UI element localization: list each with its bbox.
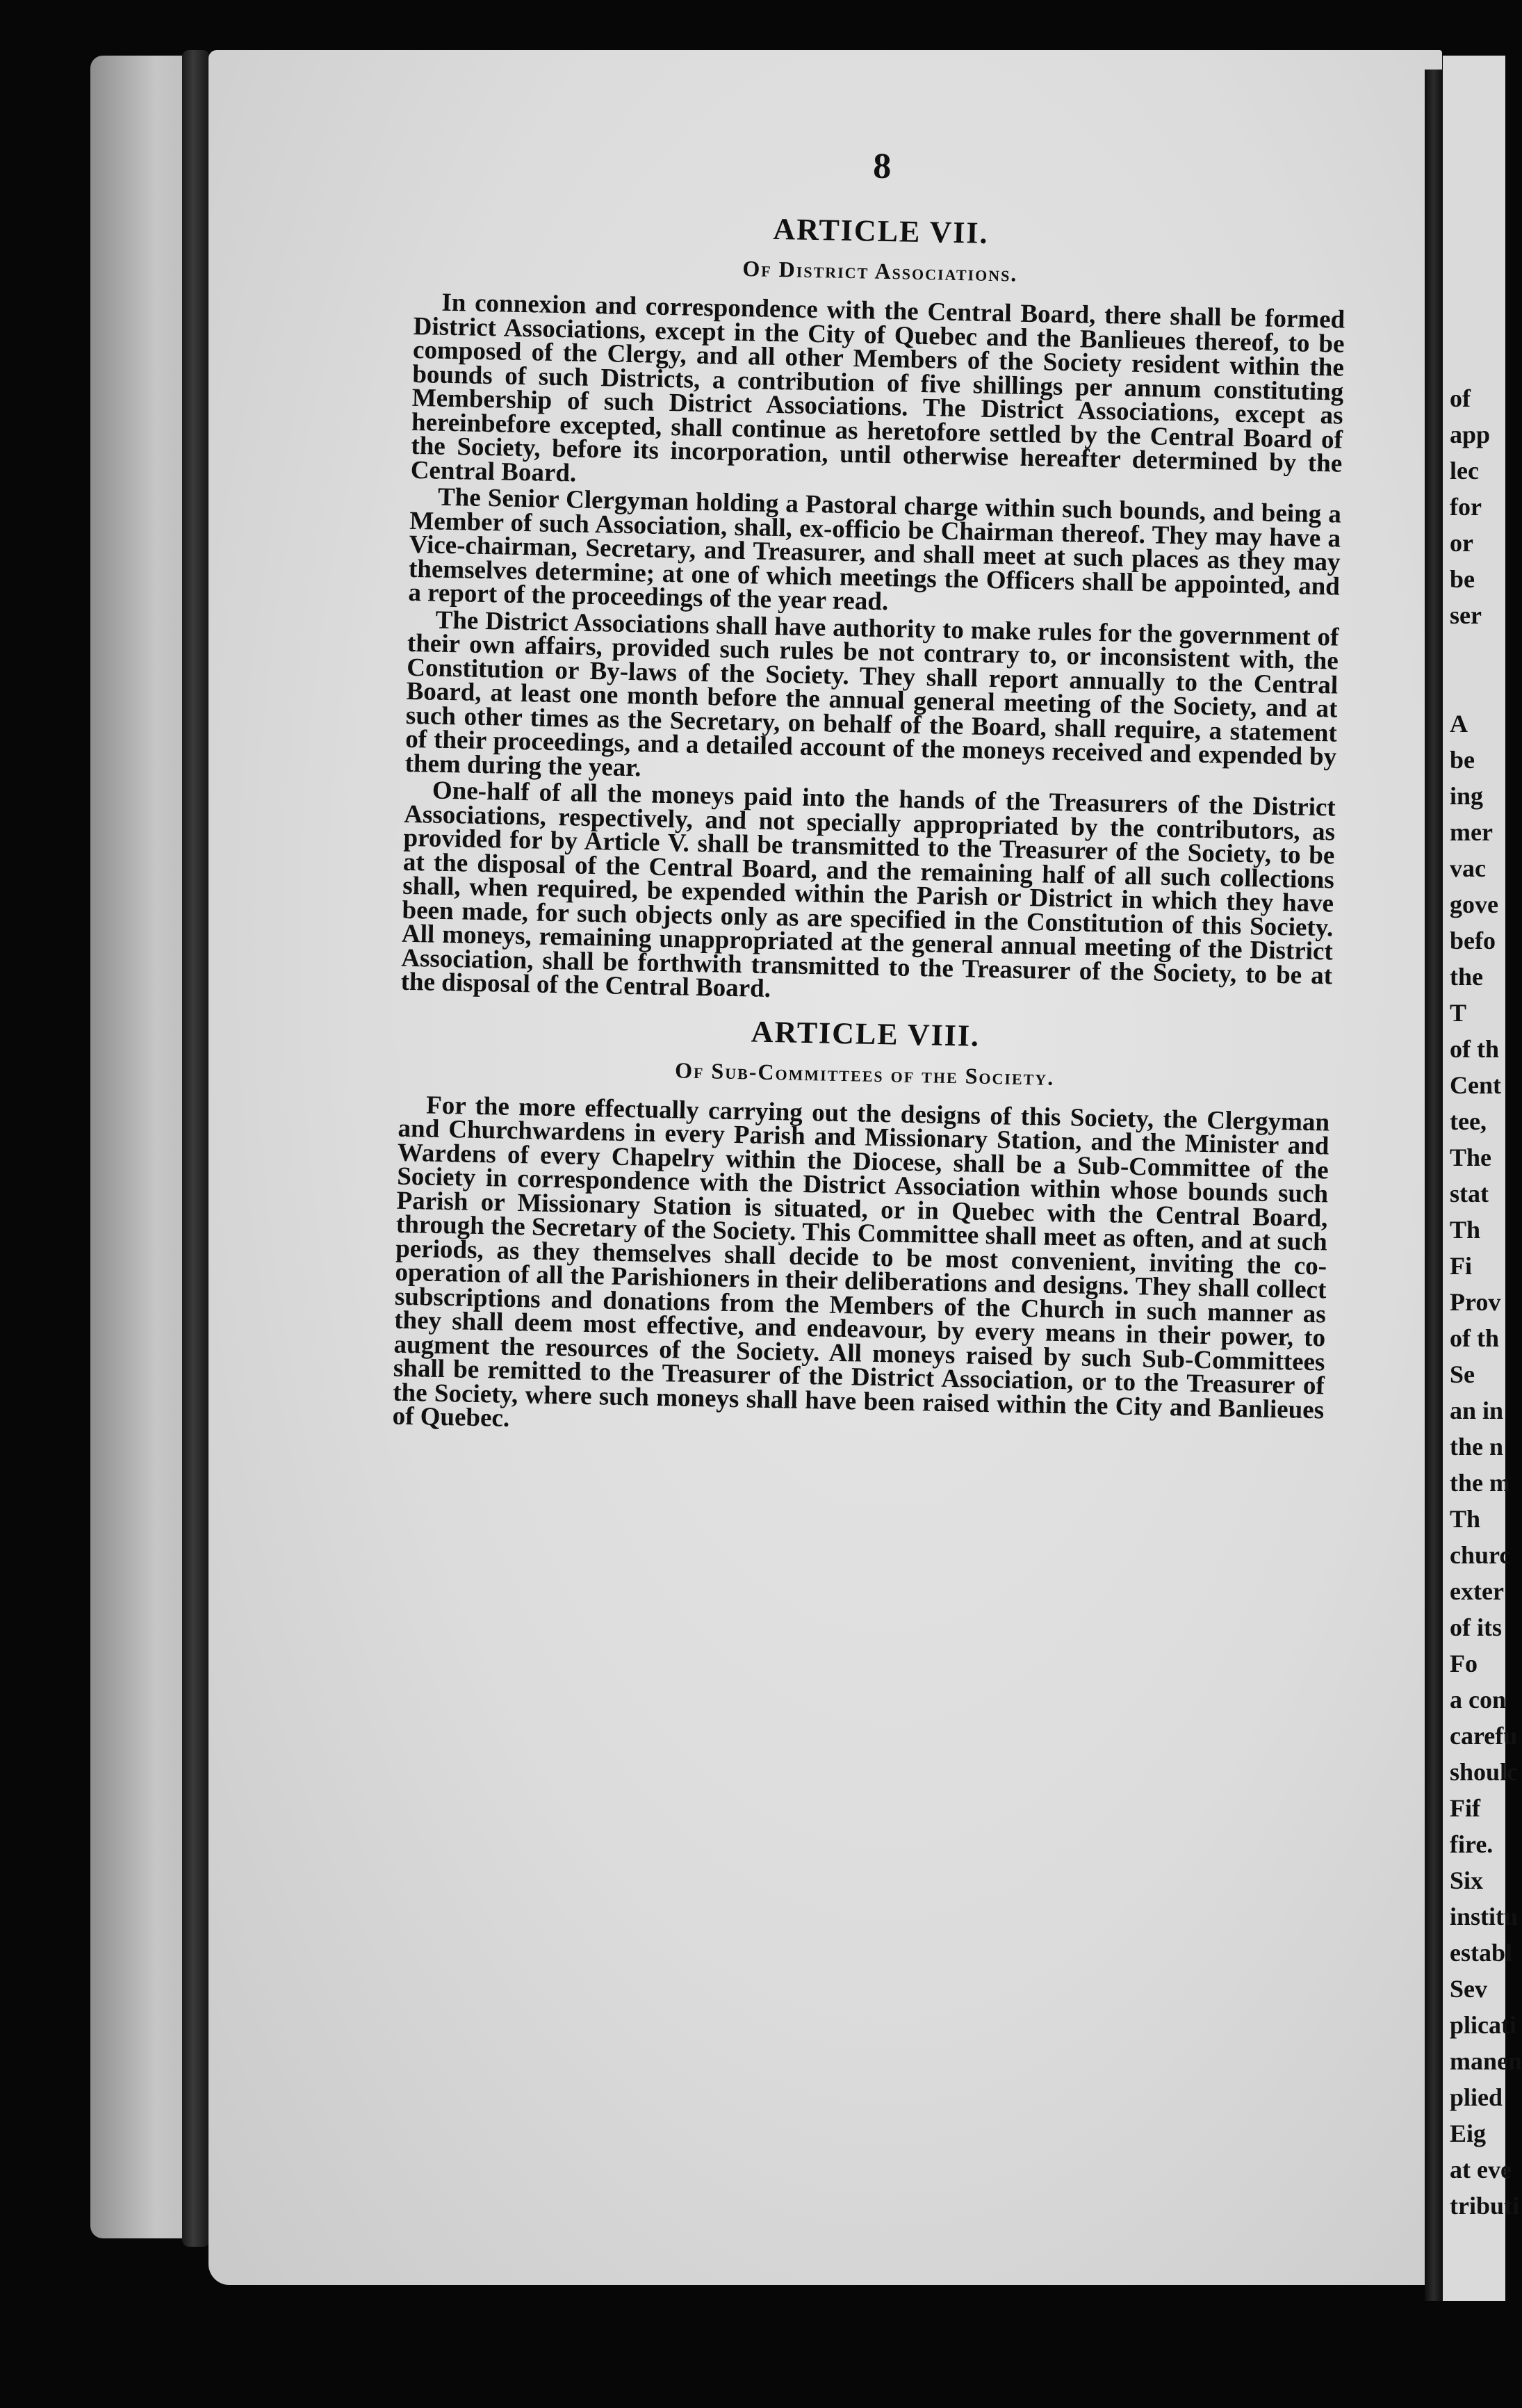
facing-page-text-fragment: befo <box>1450 927 1496 954</box>
facing-page-text-fragment: Fo <box>1450 1650 1478 1677</box>
book-gutter-right <box>1425 70 1443 2301</box>
facing-page-text-fragment: be <box>1450 565 1475 593</box>
facing-page-text-fragment: for <box>1450 493 1482 521</box>
facing-page-text-fragment: of th <box>1450 1324 1499 1352</box>
article-heading: ARTICLE VIII. <box>751 1014 981 1053</box>
facing-page-edge <box>1443 56 1522 2301</box>
facing-page-text-fragment: Cent <box>1450 1071 1501 1099</box>
article-section <box>392 1007 1331 1447</box>
article-paragraph: The District Associations shall have authority to make rules for the government of their own affairs, provided such rules be not contrary to, or inconsistent with, the Constitution or By-laws of the Society. They shall report annually to the Central Board, at least one month before the annual general meeting of the Society, and at such other times as the Secretary, on behalf of the Board, shall require, a statement of their proceedings, and a detailed account of the moneys received and expended by them during the year. <box>404 605 1339 782</box>
article-paragraph: For the more effectually carrying out the designs of this Society, the Clergyman and Churchwardens in every Parish and Missionary Station, and the Minister and Wardens of every Chapelry within the Diocese, shall be a Sub-Committee of the Society in correspondence with the District Association within whose bounds such Parish or Missionary Station is situated, or in Quebec with the Central Board, through the Secretary of the Society. This Committee shall meet as often, and at such periods, as they themselves shall decide to be most convenient, inviting the co-operation of all the Parishioners in their deliberations and designs. They shall collect subscriptions and donations from the Members of the Church in such manner as they shall deem most effective, and endeavour, by every means in their power, to augment the resources of the Society. All moneys raised by such Sub-Committees shall be remitted to the Treasurer of the District Association, or to the Treasurer of the Society, where such moneys shall have been raised within the City and Banlieues of Quebec. <box>392 1091 1330 1433</box>
article-paragraph: The Senior Clergyman holding a Pastoral charge within such bounds, and being a Member of such Association, shall, ex-officio be Chairman thereof. They may have a Vice-chairman, Secretary, and Treasurer, and shall meet at such places as they may themselves determine; at one of which meetings the Officers shall be appointed, and a report of the proceedings of the year read. <box>408 482 1342 617</box>
article-paragraph: In connexion and correspondence with the Central Board, there shall be formed District Associations, except in the City of Quebec and the Banlieues thereof, to be composed of the Clergy, and all other Members of the Society resident within the bounds of such Districts, a contribution of five shillings per annum constituting Membership of such District Associations. The District Associations, except as hereinbefore excepted, shall continue as heretofore settled by the Central Board of the Society, before its incorporation, until otherwise hereafter determined by the Central Board. <box>410 288 1345 487</box>
facing-page-text-fragment: an in <box>1450 1397 1504 1424</box>
facing-page-text-fragment: lec <box>1450 457 1479 485</box>
facing-page-text-fragment: Six <box>1450 1866 1484 1894</box>
facing-page-text-fragment: or <box>1450 529 1473 557</box>
facing-page-text-fragment: vac <box>1450 854 1486 882</box>
facing-page-text-fragment: A <box>1450 710 1468 738</box>
scanned-page <box>208 50 1442 2285</box>
facing-page-text-fragment: Th <box>1450 1216 1481 1244</box>
facing-page-text-fragment: exter <box>1450 1577 1504 1605</box>
facing-page-text-fragment: tee, <box>1450 1107 1487 1135</box>
facing-page-text-fragment: plicati <box>1450 2011 1516 2039</box>
facing-page-text-fragment: carefu <box>1450 1722 1518 1750</box>
facing-page-text-fragment: be <box>1450 746 1475 774</box>
facing-page-text-fragment: stat <box>1450 1180 1489 1207</box>
article-heading: ARTICLE VII. <box>772 211 990 250</box>
facing-page-text-fragment: ser <box>1450 601 1482 629</box>
facing-page-text-fragment: fire. <box>1450 1830 1494 1858</box>
facing-page-text-fragment: the <box>1450 963 1483 991</box>
facing-page-text-fragment: shoulc <box>1450 1758 1519 1786</box>
facing-page-text-fragment: The <box>1450 1144 1492 1171</box>
facing-page-text-fragment: mer <box>1450 818 1493 846</box>
facing-page-text-fragment: the m <box>1450 1469 1510 1497</box>
facing-page-text-fragment: Eig <box>1450 2120 1487 2147</box>
facing-page-text-fragment: app <box>1450 421 1491 448</box>
facing-page-text-fragment: institu <box>1450 1903 1519 1930</box>
article-subheading: Of District Associations. <box>742 256 1018 286</box>
facing-page-text-fragment: tributi <box>1450 2192 1520 2220</box>
facing-page-text-fragment: gove <box>1450 890 1498 918</box>
facing-page-text-fragment: Prov <box>1450 1288 1501 1316</box>
facing-page-text-fragment: ing <box>1450 782 1484 810</box>
facing-page-text-fragment: plied <box>1450 2083 1503 2111</box>
page-number: 8 <box>872 146 892 187</box>
article-paragraph: One-half of all the moneys paid into the hands of the Treasurers of the District Associations, respectively, and not specially appropriated by the contributors, as provided for by Article V. shall be transmitted to the Treasurer of the Society, to be at the disposal of the Central Board, and the remaining half of all such collections shall, when required, be expended within the Parish or District in which they have been made, for such objects only as are specified in the Constitution of this Society. All moneys, remaining unappropriated at the general annual meeting of the District Association, shall be forthwith transmitted to the Treasurer of the Society, to be at the disposal of the Central Board. <box>400 776 1336 1003</box>
facing-page-text-fragment: Sev <box>1450 1975 1487 2003</box>
facing-page-text-fragment: T <box>1450 999 1467 1027</box>
facing-page-text-fragment: Th <box>1450 1505 1481 1533</box>
facing-page-text-fragment: establ <box>1450 1939 1512 1967</box>
facing-page-text-fragment: churc <box>1450 1541 1511 1569</box>
page-content <box>392 137 1348 1449</box>
facing-page-text-fragment: Fif <box>1450 1794 1480 1822</box>
article-subheading: Of Sub-Committees of the Society. <box>674 1057 1055 1090</box>
facing-page-text-fragment: manen <box>1450 2047 1522 2075</box>
article-section <box>400 204 1347 1012</box>
facing-page-text-fragment: a con <box>1450 1686 1506 1714</box>
facing-page-text-fragment: of th <box>1450 1035 1499 1063</box>
facing-page-text-fragment: of its <box>1450 1613 1502 1641</box>
facing-page-text-fragment: Se <box>1450 1360 1475 1388</box>
facing-page-text-fragment: the n <box>1450 1433 1504 1461</box>
facing-page-text-fragment: Fi <box>1450 1252 1472 1280</box>
book-gutter <box>182 50 210 2247</box>
facing-page-text-fragment: of <box>1450 384 1471 412</box>
facing-page-text-fragment: at eve <box>1450 2156 1512 2183</box>
